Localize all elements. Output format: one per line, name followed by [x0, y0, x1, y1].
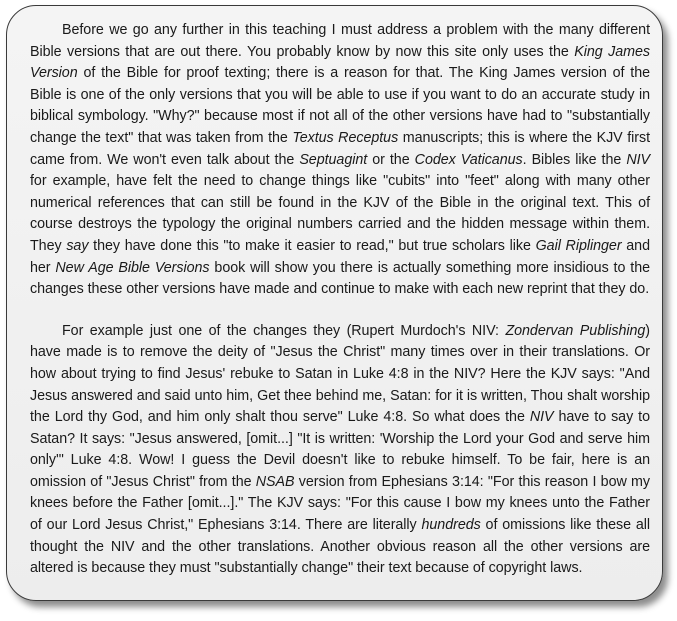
italic-text: NIV: [529, 409, 554, 426]
text-run: book will show you there is actually something more insidious to the changes these other versions have made and continue to make with each new reprint that they do.: [30, 259, 650, 298]
italic-text: hundreds: [421, 517, 481, 534]
italic-text: Gail Riplinger: [535, 237, 622, 254]
italic-text: Textus Receptus: [292, 129, 399, 146]
text-run: For example just one of the changes they (Rupert Murdoch's NIV:: [62, 322, 506, 339]
text-run: version from Ephesians 3:14: "For this reason I bow my knees before the Father [omit...]." The KJV says: "For this cause I bow my knees unto the Father of our Lord Jesus Christ," Ephesians 3:14. There are literally: [30, 473, 650, 534]
italic-text: say: [66, 237, 89, 254]
text-run: have to say to Satan? It says: "Jesus answered, [omit...] "It is written: 'Worship the Lord your God and serve him only'" Luke 4:8. Wow! I guess the Devil doesn't like to rebuke himself. To be fair, here is an omission of "Jesus Christ" from the: [30, 409, 650, 490]
text-run: of omissions like these all thought the NIV and the other translations. Another obvious reason all the other versions are altered is because they must "substantially change" their text because of copyright laws.: [30, 517, 650, 577]
text-run: for example, have felt the need to change things like "cubits" into "feet" along with many other numerical references that can still be found in the KJV of the Bible in the original text. This of course destroys the typology the original numbers carried and the hidden message within them. They: [30, 173, 650, 254]
italic-text: New Age Bible Versions: [55, 259, 210, 276]
italic-text: Codex Vaticanus: [414, 151, 523, 168]
paragraph-versions: [30, 20, 650, 301]
paragraph-example: [30, 321, 650, 580]
italic-text: King James Version: [30, 43, 650, 82]
text-run: they have done this "to make it easier to read," but true scholars like: [88, 237, 536, 254]
text-run: ) have made is to remove the deity of "Jesus the Christ" many times over in their translations. Or how about trying to find Jesus' rebuke to Satan in Luke 4:8 in the NIV? Here the KJV says: "And Jesus answered and said unto him, Get thee behind me, Satan: for it is written, Thou shalt worship the Lord thy God, and him only shalt thou serve" Luke 4:8. So what does the: [30, 322, 650, 426]
text-run: and her: [30, 237, 650, 276]
text-run: . Bibles like the: [522, 151, 627, 168]
text-run: Before we go any further in this teaching I must address a problem with the many different Bible versions that are out there. You probably know by now this site only uses the: [30, 22, 650, 60]
text-run: or the: [367, 151, 415, 168]
text-run: manuscripts; this is where the KJV first came from. We won't even talk about the: [30, 129, 650, 168]
italic-text: NIV: [626, 151, 651, 168]
text-run: of the Bible for proof texting; there is a reason for that. The King James version of the Bible is one of the only versions that you will be able to use if you want to do an accurate study in biblical symbology. "Why?" because most if not all of the other versions have had to "substantially change the text" that was taken from the: [30, 65, 650, 146]
italic-text: NSAB: [255, 473, 295, 490]
italic-text: Zondervan Publishing: [505, 322, 646, 339]
italic-text: Septuagint: [299, 151, 368, 168]
text-card: [6, 5, 663, 601]
